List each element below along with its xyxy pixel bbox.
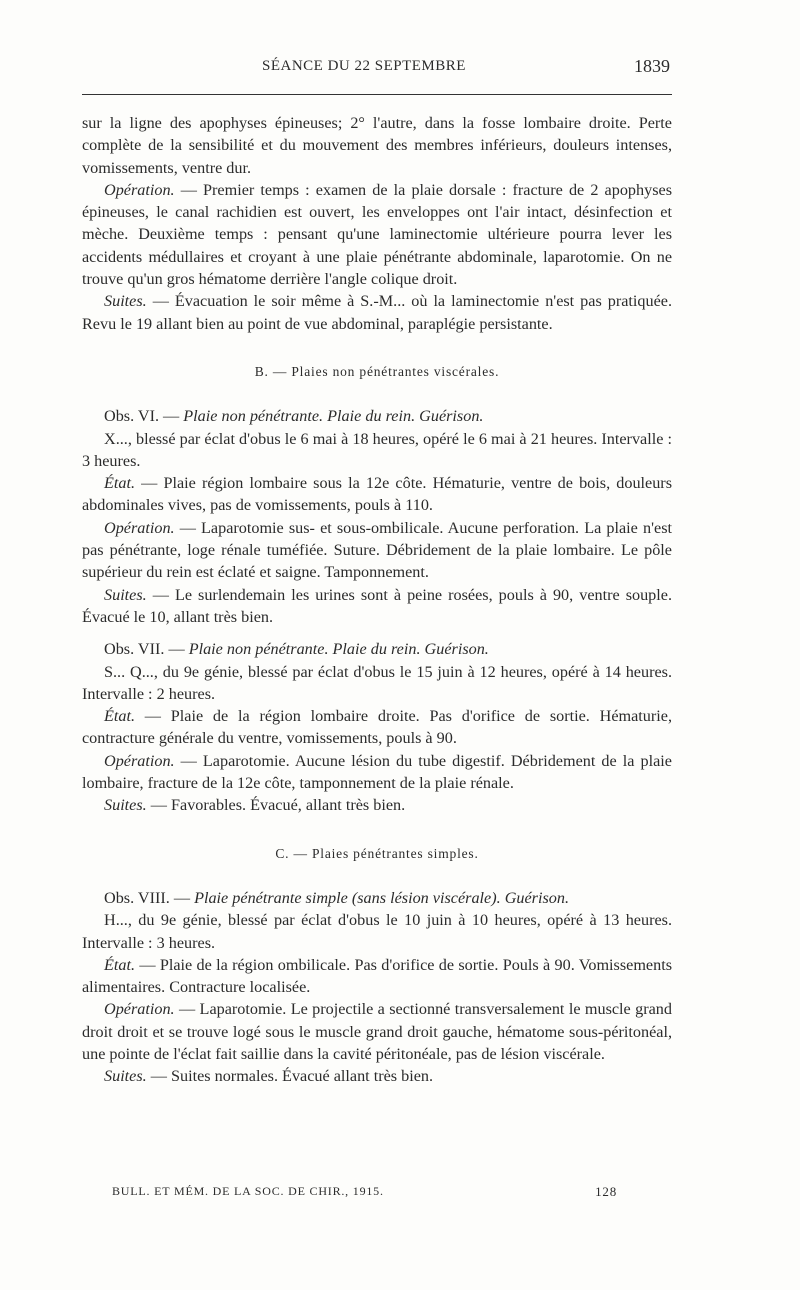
signature-mark: 128	[595, 1184, 617, 1199]
paragraph: sur la ligne des apophyses épineuses; 2° l'autre, dans la fosse lombaire droite. Perte complète de la sensibilité et du mouvement des membres inférieurs, douleurs intenses, vomissements, ventre dur.	[82, 114, 672, 177]
observation-label: Obs. VI. —	[104, 407, 184, 426]
paragraph-text: — Laparotomie sus- et sous-ombilicale. Aucune perforation. La plaie n'est pas pénétrante, loge rénale tuméfiée. Suture. Débridement de la plaie lombaire. Le pôle supérieur du rein est éclaté et saigne. Tamponnement.	[82, 518, 672, 582]
subheading: Suites.	[104, 585, 147, 604]
paragraph	[82, 472, 672, 517]
observation-title	[82, 405, 672, 427]
paragraph-text: — Favorables. Évacué, allant très bien.	[146, 796, 406, 815]
running-header	[82, 58, 672, 88]
paragraph	[82, 1065, 672, 1087]
paragraph	[82, 750, 672, 795]
page-number: 1839	[634, 56, 670, 76]
paragraph-text: — Laparotomie. Le projectile a sectionné transversalement le muscle grand droit droit et se trouve logé sous le muscle grand droit gauche, hématome sous-péritonéal, une pointe de l'éclat fait saillie dans la cavité péritonéale, pas de lésion viscérale.	[82, 1000, 672, 1063]
header-title: SÉANCE DU 22 SEPTEMBRE	[262, 58, 466, 74]
subheading: Suites.	[104, 292, 147, 311]
paragraph: X..., blessé par éclat d'obus le 6 mai à 18 heures, opéré le 6 mai à 21 heures. Intervalle : 3 heures.	[82, 429, 672, 470]
observation-heading: Plaie pénétrante simple (sans lésion viscérale). Guérison.	[194, 888, 570, 907]
section-heading-b: B. — Plaies non pénétrantes viscérales.	[254, 363, 500, 379]
paragraph-text: — Suites normales. Évacué allant très bien.	[146, 1067, 434, 1086]
subheading: Suites.	[104, 1067, 147, 1086]
subheading: Opération.	[104, 180, 175, 199]
paragraph: H..., du 9e génie, blessé par éclat d'obus le 10 juin à 10 heures, opéré à 13 heures. Intervalle : 3 heures.	[82, 911, 672, 952]
paragraph	[82, 998, 672, 1065]
paragraph-text: — Laparotomie. Aucune lésion du tube digestif. Débridement de la plaie lombaire, fracture de la 12e côte, tamponnement de la plaie rénale.	[82, 751, 672, 793]
subheading: État.	[104, 707, 136, 726]
subheading: État.	[104, 474, 136, 493]
paragraph	[82, 290, 672, 335]
subheading: Opération.	[104, 1000, 175, 1019]
paragraph-text: — Plaie région lombaire sous la 12e côte. Hématurie, ventre de bois, douleurs abdominales vives, pas de vomissements, pouls à 110.	[82, 474, 672, 515]
paragraph: S... Q..., du 9e génie, blessé par éclat d'obus le 15 juin à 12 heures, opéré à 14 heures. Intervalle : 2 heures.	[82, 662, 672, 703]
paragraph-text: — Plaie de la région ombilicale. Pas d'orifice de sortie. Pouls à 90. Vomissements alimentaires. Contracture localisée.	[82, 955, 672, 997]
subheading: Opération.	[104, 751, 175, 770]
paragraph-text: — Le surlendemain les urines sont à peine rosées, pouls à 90, ventre souple. Évacué le 10, allant très bien.	[82, 585, 672, 626]
document-body	[82, 112, 672, 1088]
paragraph	[82, 517, 672, 584]
paragraph-text: — Évacuation le soir même à S.-M... où la laminectomie n'est pas pratiquée. Revu le 19 allant bien au point de vue abdominal, paraplégie persistante.	[82, 292, 672, 333]
paragraph	[82, 705, 672, 750]
observation-title	[82, 887, 672, 909]
observation-title	[82, 638, 672, 660]
journal-citation: BULL. ET MÉM. DE LA SOC. DE CHIR., 1915.	[112, 1184, 384, 1198]
observation-heading: Plaie non pénétrante. Plaie du rein. Guérison.	[183, 407, 484, 426]
observation-label: Obs. VII. —	[104, 640, 189, 659]
section-heading-c: C. — Plaies pénétrantes simples.	[275, 845, 479, 861]
paragraph-text: — Plaie de la région lombaire droite. Pas d'orifice de sortie. Hématurie, contracture générale du ventre, vomissements, pouls à 90.	[82, 707, 672, 748]
paragraph	[82, 794, 672, 816]
observation-heading: Plaie non pénétrante. Plaie du rein. Guérison.	[188, 640, 489, 659]
subheading: Opération.	[104, 518, 175, 537]
paragraph	[82, 179, 672, 290]
subheading: État.	[104, 955, 136, 974]
header-rule	[82, 94, 672, 95]
subheading: Suites.	[104, 796, 147, 815]
paragraph	[82, 954, 672, 999]
observation-label: Obs. VIII. —	[104, 888, 195, 907]
paragraph	[82, 584, 672, 629]
paragraph-text: — Premier temps : examen de la plaie dorsale : fracture de 2 apophyses épineuses, le canal rachidien est ouvert, les enveloppes ont l'air intact, désinfection et mèche. Deuxième temps : pensant qu'une laminectomie ultérieure pourra lever les accidents médullaires et croyant à une plaie pénétrante abdominale, laparotomie. On ne trouve qu'un gros hématome derrière l'angle colique droit.	[82, 180, 672, 289]
